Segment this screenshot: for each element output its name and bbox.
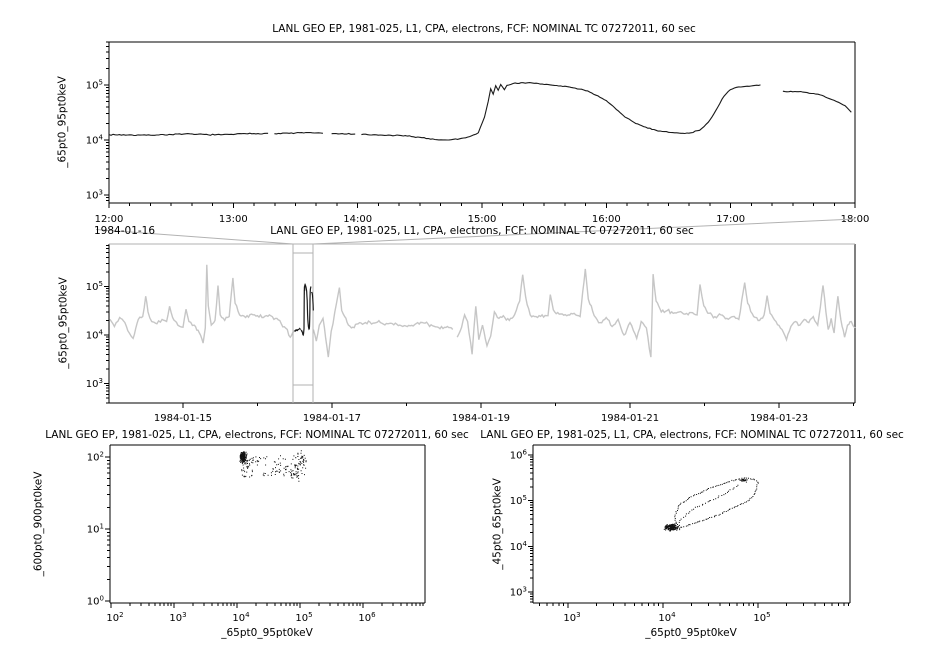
tick-label: $10^5$ xyxy=(85,78,103,92)
tick-label: 15:00 xyxy=(467,214,497,225)
tick-label: 1984-01-19 xyxy=(451,413,511,424)
tick-label: 1984-01-23 xyxy=(749,413,809,424)
tick-label: $10^1$ xyxy=(86,522,104,536)
tick-label: $10^5$ xyxy=(509,494,527,508)
context-panel-plot-area[interactable] xyxy=(109,244,855,403)
context-panel-title: LANL GEO EP, 1981-025, L1, CPA, electrons, FCF: NOMINAL TC 07272011, 60 sec xyxy=(270,225,694,237)
tick-label: $10^4$ xyxy=(509,539,527,553)
tick-label: $10^0$ xyxy=(86,594,104,608)
tick-label: 1984-01-21 xyxy=(600,413,660,424)
tick-label: 16:00 xyxy=(591,214,621,225)
tick-label: $10^4$ xyxy=(232,611,250,624)
tick-label: 14:00 xyxy=(343,214,373,225)
tick-label: $10^5$ xyxy=(753,611,771,624)
tick-label: $10^3$ xyxy=(509,585,527,599)
top-panel-ylabel: _65pt0_95pt0keV xyxy=(56,76,69,168)
scatter-right-plot-area[interactable] xyxy=(533,445,850,603)
tick-label: 13:00 xyxy=(218,214,248,225)
tick-label: $10^4$ xyxy=(85,133,103,147)
context-panel-ylabel: _65pt0_95pt0keV xyxy=(57,277,70,369)
tick-label: $10^2$ xyxy=(86,450,104,464)
scatter-right-title: LANL GEO EP, 1981-025, L1, CPA, electrons, FCF: NOMINAL TC 07272011, 60 sec xyxy=(480,429,904,441)
tick-label: $10^5$ xyxy=(295,611,313,624)
top-panel-date-label: 1984-01-16 xyxy=(94,225,156,237)
scatter-left-xlabel: _65pt0_95pt0keV xyxy=(221,627,313,639)
tick-label: $10^2$ xyxy=(106,611,124,624)
tick-label: $10^3$ xyxy=(85,377,103,391)
scatter-right-ylabel: _45pt0_65pt0keV xyxy=(491,478,504,570)
tick-label: $10^6$ xyxy=(509,448,527,462)
scatter-left-title: LANL GEO EP, 1981-025, L1, CPA, electrons, FCF: NOMINAL TC 07272011, 60 sec xyxy=(45,429,469,441)
scatter-left-ylabel: _600pt0_900pt0keV xyxy=(32,471,45,577)
scatter-left-plot-area[interactable] xyxy=(110,445,425,603)
context-selection-box[interactable] xyxy=(293,244,313,403)
top-panel-plot-area[interactable] xyxy=(109,42,855,203)
scatter-right-xlabel: _65pt0_95pt0keV xyxy=(645,627,737,639)
top-panel-title: LANL GEO EP, 1981-025, L1, CPA, electrons, FCF: NOMINAL TC 07272011, 60 sec xyxy=(272,23,696,35)
tick-label: 17:00 xyxy=(716,214,746,225)
tick-label: $10^3$ xyxy=(169,611,187,624)
tick-label: $10^4$ xyxy=(85,328,103,342)
tick-label: 18:00 xyxy=(840,214,870,225)
tick-label: 1984-01-15 xyxy=(153,413,213,424)
tick-label: $10^3$ xyxy=(563,611,581,624)
tick-label: $10^6$ xyxy=(358,611,376,624)
tick-label: 12:00 xyxy=(94,214,124,225)
tick-label: $10^4$ xyxy=(658,611,676,624)
tick-label: 1984-01-17 xyxy=(302,413,362,424)
tick-label: $10^5$ xyxy=(85,279,103,293)
tick-label: $10^3$ xyxy=(85,188,103,202)
